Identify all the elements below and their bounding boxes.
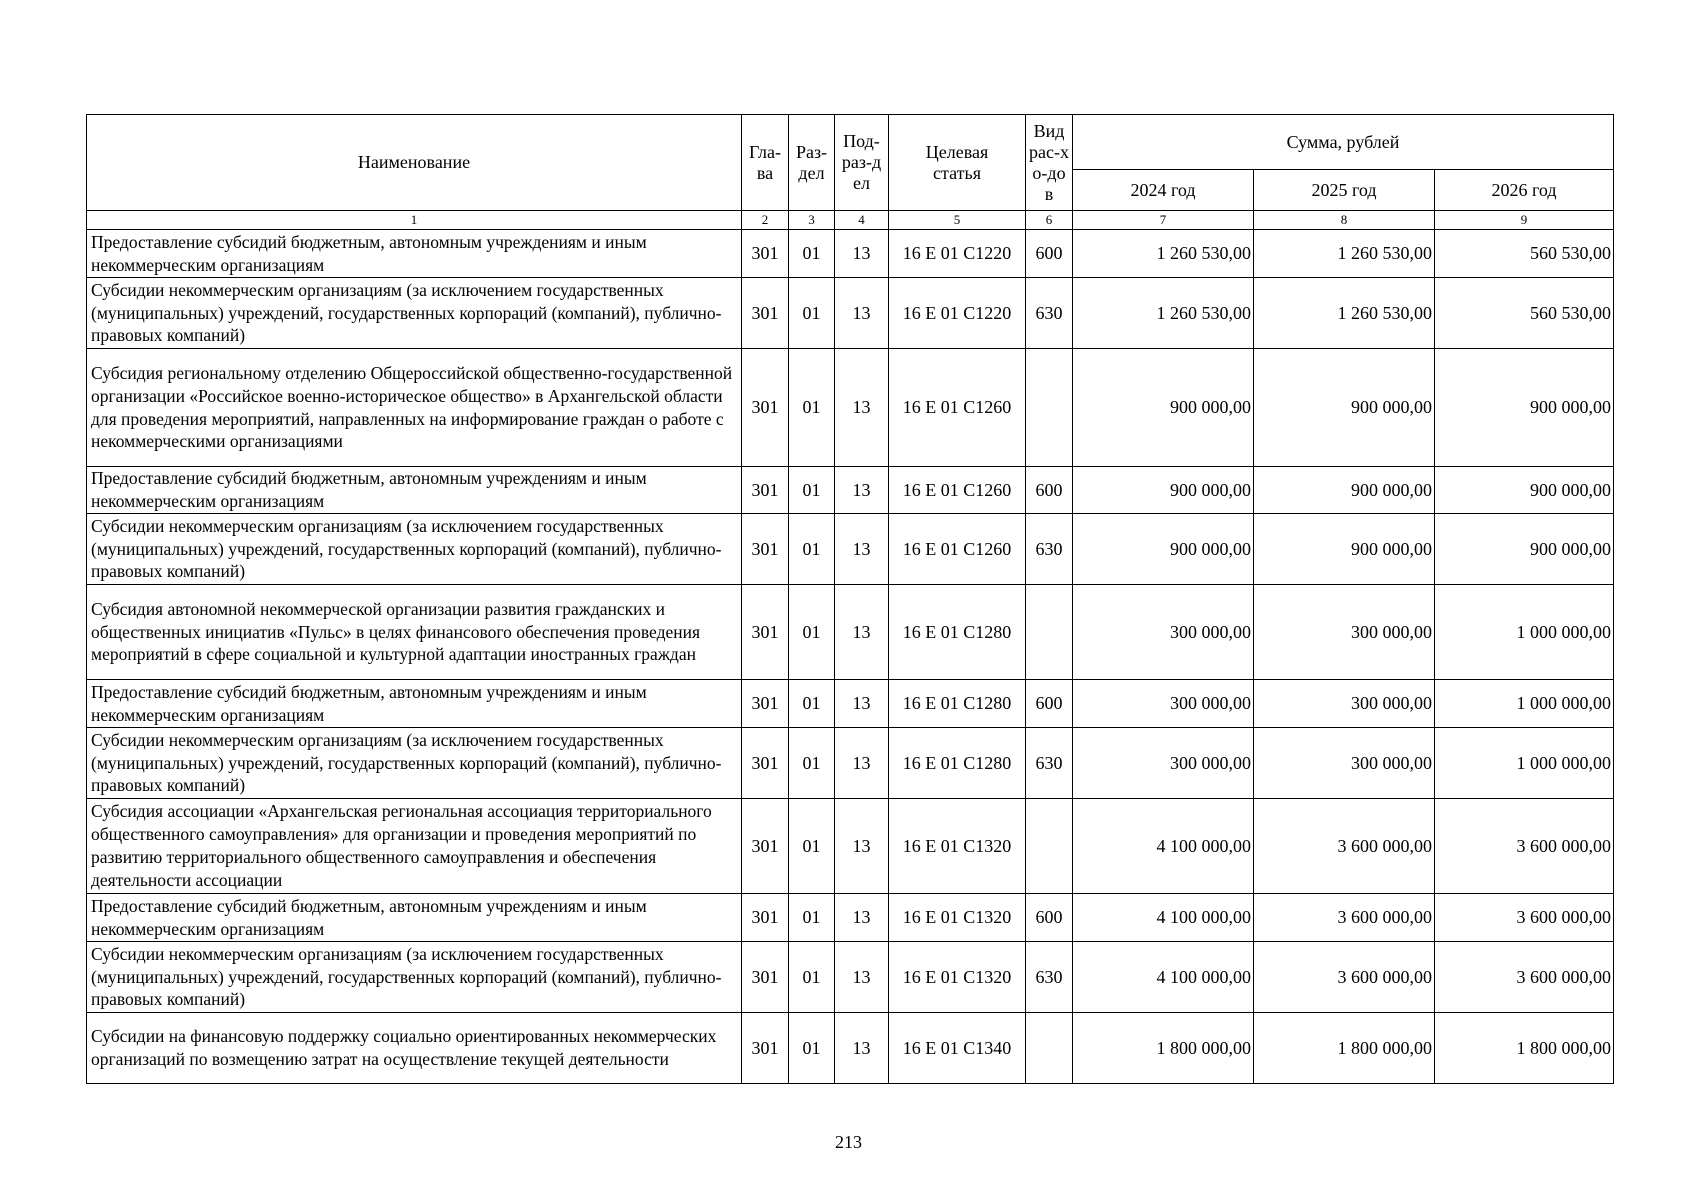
row-vid: 630 <box>1026 278 1073 349</box>
column-index-row <box>87 211 1614 230</box>
row-target: 16 Е 01 С1280 <box>889 585 1026 680</box>
row-sum-2024: 4 100 000,00 <box>1073 799 1254 894</box>
row-glava: 301 <box>742 728 789 799</box>
row-razdel: 01 <box>789 942 835 1013</box>
row-sum-2025: 1 260 530,00 <box>1254 230 1435 278</box>
row-vid <box>1026 799 1073 894</box>
row-razdel: 01 <box>789 680 835 728</box>
row-target: 16 Е 01 С1260 <box>889 514 1026 585</box>
row-target: 16 Е 01 С1280 <box>889 728 1026 799</box>
row-glava: 301 <box>742 1013 789 1084</box>
row-vid <box>1026 349 1073 467</box>
row-glava: 301 <box>742 680 789 728</box>
row-sum-2024: 300 000,00 <box>1073 728 1254 799</box>
row-vid <box>1026 1013 1073 1084</box>
header-2025: 2025 год <box>1254 170 1435 211</box>
header-2024: 2024 год <box>1073 170 1254 211</box>
row-name: Субсидия ассоциации «Архангельская региональная ассоциация территориального общественного самоуправления» для организации и проведения мероприятий по развитию территориального общественного самоуправления и обеспечения деятельности ассоциации <box>87 799 742 894</box>
row-target: 16 Е 01 С1220 <box>889 278 1026 349</box>
row-sum-2024: 900 000,00 <box>1073 349 1254 467</box>
row-podrazdel: 13 <box>835 894 889 942</box>
row-glava: 301 <box>742 349 789 467</box>
row-target: 16 Е 01 С1340 <box>889 1013 1026 1084</box>
row-name: Субсидии некоммерческим организациям (за исключением государственных (муниципальных) учреждений, государственных корпораций (компаний), публично-правовых компаний) <box>87 942 742 1013</box>
row-sum-2025: 3 600 000,00 <box>1254 894 1435 942</box>
row-razdel: 01 <box>789 230 835 278</box>
row-sum-2026: 1 000 000,00 <box>1435 585 1614 680</box>
row-razdel: 01 <box>789 349 835 467</box>
row-sum-2025: 300 000,00 <box>1254 728 1435 799</box>
table-row <box>87 894 1614 942</box>
row-podrazdel: 13 <box>835 799 889 894</box>
row-podrazdel: 13 <box>835 942 889 1013</box>
table-row <box>87 230 1614 278</box>
row-razdel: 01 <box>789 585 835 680</box>
row-podrazdel: 13 <box>835 349 889 467</box>
table-row <box>87 680 1614 728</box>
col-index-6: 6 <box>1026 211 1073 230</box>
row-razdel: 01 <box>789 894 835 942</box>
row-name: Предоставление субсидий бюджетным, автономным учреждениям и иным некоммерческим организациям <box>87 467 742 514</box>
table-row <box>87 728 1614 799</box>
row-name: Предоставление субсидий бюджетным, автономным учреждениям и иным некоммерческим организациям <box>87 894 742 942</box>
row-sum-2026: 3 600 000,00 <box>1435 894 1614 942</box>
row-name: Субсидии некоммерческим организациям (за исключением государственных (муниципальных) учреждений, государственных корпораций (компаний), публично-правовых компаний) <box>87 728 742 799</box>
table-row <box>87 514 1614 585</box>
table-row <box>87 349 1614 467</box>
row-glava: 301 <box>742 514 789 585</box>
row-sum-2026: 1 000 000,00 <box>1435 728 1614 799</box>
row-glava: 301 <box>742 230 789 278</box>
header-sum: Сумма, рублей <box>1073 115 1614 170</box>
row-sum-2025: 900 000,00 <box>1254 514 1435 585</box>
row-podrazdel: 13 <box>835 467 889 514</box>
row-name: Предоставление субсидий бюджетным, автономным учреждениям и иным некоммерческим организациям <box>87 230 742 278</box>
row-glava: 301 <box>742 585 789 680</box>
col-index-9: 9 <box>1435 211 1614 230</box>
row-sum-2025: 3 600 000,00 <box>1254 942 1435 1013</box>
row-sum-2025: 900 000,00 <box>1254 467 1435 514</box>
header-podrazdel <box>835 115 889 211</box>
row-sum-2025: 300 000,00 <box>1254 585 1435 680</box>
row-name: Субсидия региональному отделению Общероссийской общественно-государственной организации «Российское военно-историческое общество» в Архангельской области для проведения мероприятий, направленных на информирование граждан о работе с некоммерческими организациями <box>87 349 742 467</box>
col-index-3: 3 <box>789 211 835 230</box>
row-vid: 630 <box>1026 942 1073 1013</box>
header-target <box>889 115 1026 211</box>
page-number: 213 <box>835 1132 862 1152</box>
row-vid: 600 <box>1026 467 1073 514</box>
row-glava: 301 <box>742 467 789 514</box>
col-index-7: 7 <box>1073 211 1254 230</box>
table-row <box>87 467 1614 514</box>
row-name: Субсидия автономной некоммерческой организации развития гражданских и общественных инициатив «Пульс» в целях финансового обеспечения проведения мероприятий в сфере социальной и культурной адаптации иностранных граждан <box>87 585 742 680</box>
row-sum-2024: 900 000,00 <box>1073 514 1254 585</box>
row-podrazdel: 13 <box>835 728 889 799</box>
table-row <box>87 585 1614 680</box>
row-sum-2024: 300 000,00 <box>1073 585 1254 680</box>
row-sum-2024: 4 100 000,00 <box>1073 942 1254 1013</box>
col-index-8: 8 <box>1254 211 1435 230</box>
row-glava: 301 <box>742 799 789 894</box>
header-name: Наименование <box>87 115 742 211</box>
row-glava: 301 <box>742 278 789 349</box>
row-podrazdel: 13 <box>835 278 889 349</box>
col-index-1: 1 <box>87 211 742 230</box>
row-target: 16 Е 01 С1260 <box>889 349 1026 467</box>
row-razdel: 01 <box>789 514 835 585</box>
row-sum-2026: 560 530,00 <box>1435 278 1614 349</box>
row-target: 16 Е 01 С1320 <box>889 799 1026 894</box>
budget-table-container <box>86 114 1614 1084</box>
table-row <box>87 1013 1614 1084</box>
row-target: 16 Е 01 С1280 <box>889 680 1026 728</box>
header-target-text: Целевая статья <box>925 141 989 183</box>
row-name: Субсидии некоммерческим организациям (за исключением государственных (муниципальных) учреждений, государственных корпораций (компаний), публично-правовых компаний) <box>87 278 742 349</box>
row-podrazdel: 13 <box>835 585 889 680</box>
row-vid: 600 <box>1026 894 1073 942</box>
row-sum-2026: 900 000,00 <box>1435 467 1614 514</box>
row-vid <box>1026 585 1073 680</box>
row-sum-2024: 1 260 530,00 <box>1073 230 1254 278</box>
header-glava <box>742 115 789 211</box>
row-sum-2026: 1 800 000,00 <box>1435 1013 1614 1084</box>
row-sum-2024: 1 800 000,00 <box>1073 1013 1254 1084</box>
row-podrazdel: 13 <box>835 680 889 728</box>
col-index-5: 5 <box>889 211 1026 230</box>
row-sum-2025: 300 000,00 <box>1254 680 1435 728</box>
row-razdel: 01 <box>789 467 835 514</box>
row-sum-2025: 900 000,00 <box>1254 349 1435 467</box>
header-podrazdel-text: Под-раз-дел <box>841 131 882 193</box>
row-target: 16 Е 01 С1320 <box>889 894 1026 942</box>
row-sum-2026: 900 000,00 <box>1435 349 1614 467</box>
row-name: Субсидии на финансовую поддержку социально ориентированных некоммерческих организаций по возмещению затрат на осуществление текущей деятельности <box>87 1013 742 1084</box>
table-row <box>87 942 1614 1013</box>
row-name: Субсидии некоммерческим организациям (за исключением государственных (муниципальных) учреждений, государственных корпораций (компаний), публично-правовых компаний) <box>87 514 742 585</box>
row-sum-2024: 4 100 000,00 <box>1073 894 1254 942</box>
row-podrazdel: 13 <box>835 230 889 278</box>
row-target: 16 Е 01 С1260 <box>889 467 1026 514</box>
row-target: 16 Е 01 С1320 <box>889 942 1026 1013</box>
row-glava: 301 <box>742 942 789 1013</box>
col-index-4: 4 <box>835 211 889 230</box>
row-vid: 600 <box>1026 230 1073 278</box>
row-sum-2026: 1 000 000,00 <box>1435 680 1614 728</box>
row-razdel: 01 <box>789 799 835 894</box>
row-sum-2024: 1 260 530,00 <box>1073 278 1254 349</box>
row-target: 16 Е 01 С1220 <box>889 230 1026 278</box>
row-sum-2026: 900 000,00 <box>1435 514 1614 585</box>
row-sum-2026: 3 600 000,00 <box>1435 799 1614 894</box>
table-row <box>87 278 1614 349</box>
row-sum-2026: 3 600 000,00 <box>1435 942 1614 1013</box>
row-glava: 301 <box>742 894 789 942</box>
col-index-2: 2 <box>742 211 789 230</box>
header-glava-text: Гла-ва <box>748 141 782 183</box>
row-podrazdel: 13 <box>835 1013 889 1084</box>
header-vid-text: Вид рас-хо-дов <box>1029 120 1069 204</box>
header-row-1 <box>87 115 1614 170</box>
row-vid: 630 <box>1026 514 1073 585</box>
row-sum-2025: 1 800 000,00 <box>1254 1013 1435 1084</box>
row-sum-2024: 300 000,00 <box>1073 680 1254 728</box>
row-vid: 630 <box>1026 728 1073 799</box>
row-sum-2025: 3 600 000,00 <box>1254 799 1435 894</box>
row-podrazdel: 13 <box>835 514 889 585</box>
row-razdel: 01 <box>789 278 835 349</box>
row-razdel: 01 <box>789 1013 835 1084</box>
row-vid: 600 <box>1026 680 1073 728</box>
header-razdel-text: Раз-дел <box>795 141 828 183</box>
row-sum-2024: 900 000,00 <box>1073 467 1254 514</box>
table-row <box>87 799 1614 894</box>
row-sum-2026: 560 530,00 <box>1435 230 1614 278</box>
budget-table <box>86 114 1614 1084</box>
header-vid <box>1026 115 1073 211</box>
row-name: Предоставление субсидий бюджетным, автономным учреждениям и иным некоммерческим организациям <box>87 680 742 728</box>
row-razdel: 01 <box>789 728 835 799</box>
row-sum-2025: 1 260 530,00 <box>1254 278 1435 349</box>
header-2026: 2026 год <box>1435 170 1614 211</box>
header-razdel <box>789 115 835 211</box>
